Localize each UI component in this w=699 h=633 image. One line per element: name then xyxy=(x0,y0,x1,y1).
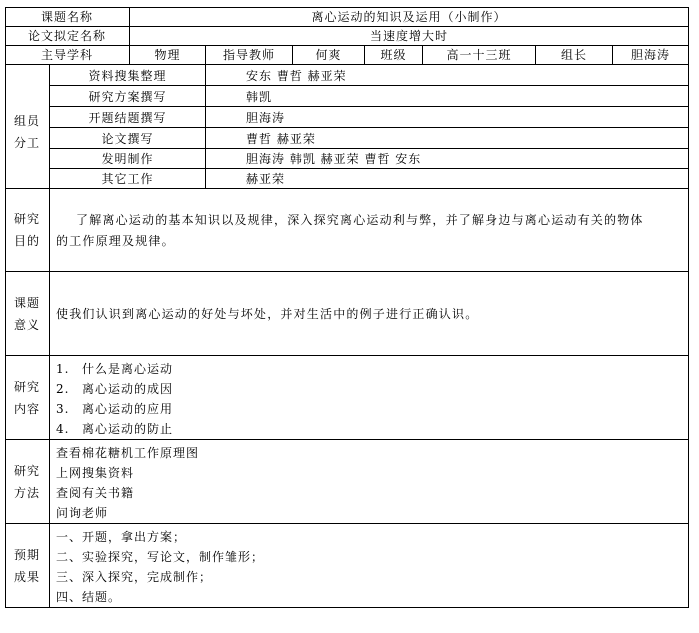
division-task: 发明制作 xyxy=(101,152,154,166)
purpose-label-line1: 研究 xyxy=(13,212,40,226)
methods-item: 上网搜集资料 xyxy=(56,466,135,480)
methods-item: 查看棉花糖机工作原理图 xyxy=(56,446,200,460)
results-label-line2: 成果 xyxy=(13,570,40,584)
division-task: 开题结题撰写 xyxy=(88,111,167,125)
purpose-label xyxy=(5,208,49,252)
content-label-line1: 研究 xyxy=(13,380,40,394)
purpose-text-line2: 的工作原理及规律。 xyxy=(56,234,175,248)
division-members: 曹哲 赫亚荣 xyxy=(246,132,316,146)
division-members: 赫亚荣 xyxy=(246,172,286,186)
purpose-text-line1: 了解离心运动的基本知识以及规律，深入探究离心运动利与弊，并了解身边与离心运动有关的物体 xyxy=(76,213,644,227)
paper-title-label: 论文拟定名称 xyxy=(27,29,106,43)
results-label xyxy=(5,544,49,588)
paper-title-value: 当速度增大时 xyxy=(369,29,448,43)
topic-value: 离心运动的知识及运用（小制作） xyxy=(311,10,507,24)
leader-label: 组长 xyxy=(560,48,587,62)
results-label-line1: 预期 xyxy=(13,548,40,562)
results-item: 二、实验探究，写论文，制作雏形； xyxy=(56,550,265,564)
content-label xyxy=(5,376,49,420)
significance-text: 使我们认识到离心运动的好处与坏处，并对生活中的例子进行正确认识。 xyxy=(56,307,479,321)
division-task: 研究方案撰写 xyxy=(88,90,167,104)
content-item-num: 2. xyxy=(56,382,70,396)
methods-item: 问询老师 xyxy=(56,506,109,520)
division-label xyxy=(5,110,49,154)
subject-label: 主导学科 xyxy=(40,48,93,62)
division-members: 韩凯 xyxy=(246,90,273,104)
results-item: 三、深入探究，完成制作； xyxy=(56,570,213,584)
content-item-text: 离心运动的防止 xyxy=(82,422,174,436)
subject-value: 物理 xyxy=(154,48,181,62)
significance-label xyxy=(5,292,49,336)
teacher-label: 指导教师 xyxy=(222,48,275,62)
division-task: 论文撰写 xyxy=(101,132,154,146)
leader-value: 胆海涛 xyxy=(630,48,670,62)
division-label-line2: 分工 xyxy=(13,136,40,150)
content-label-line2: 内容 xyxy=(13,402,40,416)
division-members: 安东 曹哲 赫亚荣 xyxy=(246,69,347,83)
significance-label-line2: 意义 xyxy=(13,318,40,332)
division-label-line1: 组员 xyxy=(13,114,40,128)
methods-label xyxy=(5,460,49,504)
content-item-num: 4. xyxy=(56,422,70,436)
class-label: 班级 xyxy=(380,48,407,62)
content-item-text: 离心运动的成因 xyxy=(82,382,174,396)
significance-label-line1: 课题 xyxy=(13,296,40,310)
division-task: 其它工作 xyxy=(101,172,154,186)
results-item: 一、开题，拿出方案； xyxy=(56,530,187,544)
division-members: 胆海涛 韩凯 赫亚荣 曹哲 安东 xyxy=(246,152,422,166)
methods-item: 查阅有关书籍 xyxy=(56,486,135,500)
results-item: 四、结题。 xyxy=(56,590,122,604)
division-task: 资料搜集整理 xyxy=(88,69,167,83)
methods-label-line1: 研究 xyxy=(13,464,40,478)
purpose-label-line2: 目的 xyxy=(13,234,40,248)
content-item-num: 1. xyxy=(56,362,70,376)
content-item-text: 什么是离心运动 xyxy=(82,362,174,376)
division-members: 胆海涛 xyxy=(246,111,286,125)
topic-label: 课题名称 xyxy=(40,10,93,24)
class-value: 高一十三班 xyxy=(446,48,512,62)
content-item-text: 离心运动的应用 xyxy=(82,402,174,416)
content-item-num: 3. xyxy=(56,402,70,416)
teacher-value: 何爽 xyxy=(315,48,342,62)
methods-label-line2: 方法 xyxy=(13,486,40,500)
